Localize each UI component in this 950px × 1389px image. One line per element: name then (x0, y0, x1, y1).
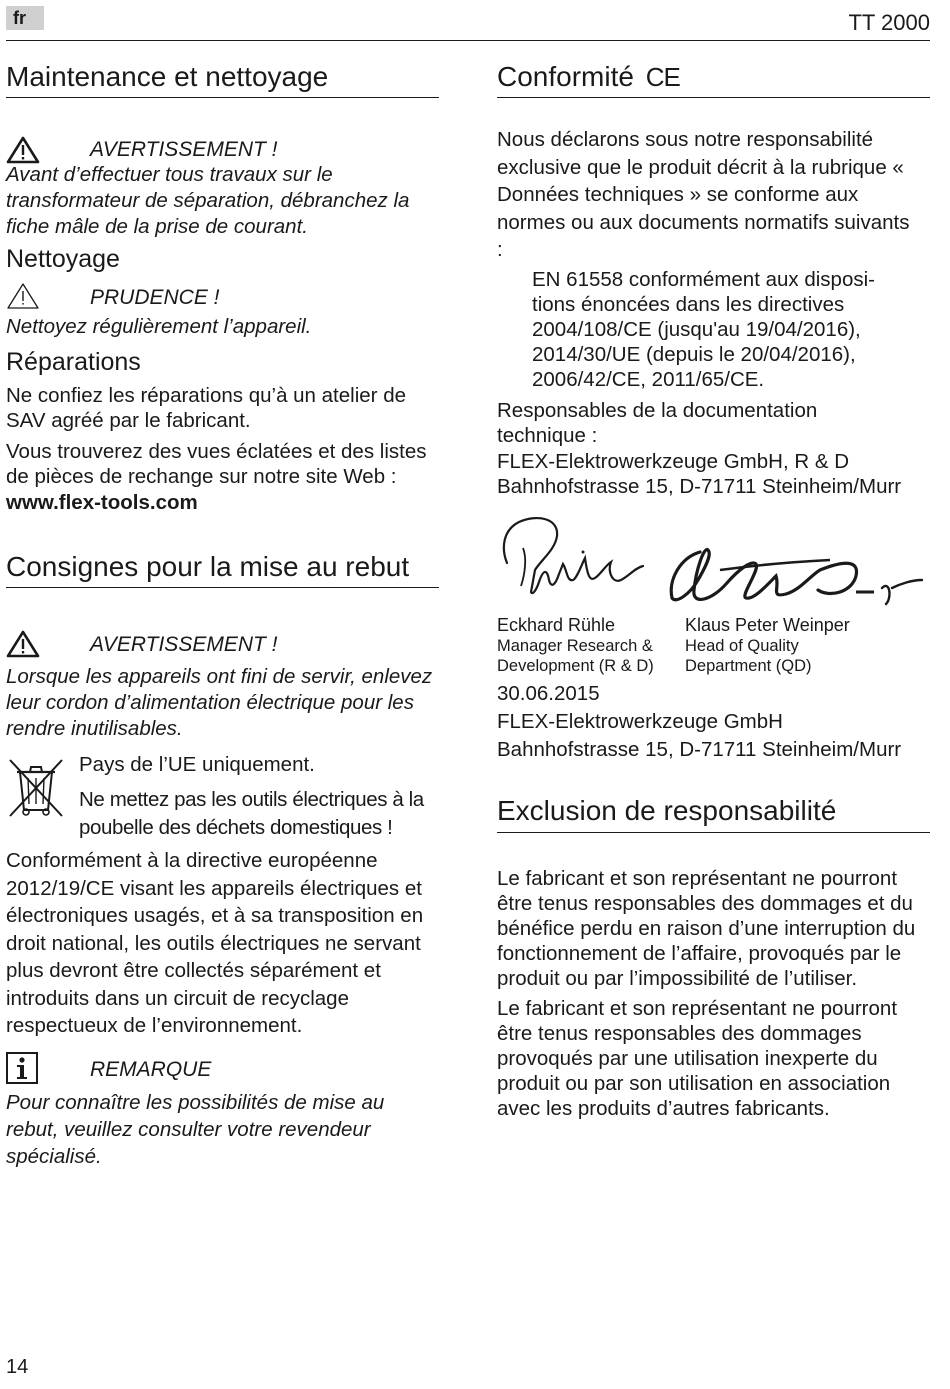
signer2-role: Head of Quality Department (QD) (685, 637, 812, 675)
caution-label: PRUDENCE ! (90, 286, 220, 309)
caution-triangle-icon (6, 282, 40, 310)
disposal-warning-label: AVERTISSEMENT ! (90, 633, 278, 656)
doc-responsible-address: Bahnhofstrasse 15, D-71711 Steinheim/Murr (497, 475, 902, 498)
no-household-waste-text: Ne mettez pas les outils électriques à la poubelle des déchets domestiques ! (79, 788, 424, 839)
crossed-bin-icon (6, 756, 66, 818)
ce-mark: CE (645, 62, 680, 92)
repairs-text: Ne confiez les réparations qu’à un atelier de SAV agréé par le fabricant. (6, 384, 406, 432)
model-name: TT 2000 (848, 10, 930, 35)
liability-paragraph-2: Le fabricant et son représentant ne pourront être tenus responsables des dommages provoqués par une utilisation inexperte du produit ou par son utilisation en association avec les produits d’autres fabricants. (497, 997, 898, 1120)
conformity-intro: Nous déclarons sous notre responsabilité exclusive que le produit décrit à la rubrique « Données techniques » se conforme aux normes ou aux documents normatifs suivants : (497, 128, 910, 261)
caution-text: Nettoyez régulièrement l’appareil. (6, 315, 312, 338)
maintenance-warning-label: AVERTISSEMENT ! (90, 138, 278, 161)
maintenance-title: Maintenance et nettoyage (6, 61, 329, 92)
conformity-title-text: Conformité (497, 61, 634, 92)
weee-directive-text: Conformément à la directive européenne 2012/19/CE visant les appareils électriques et électroniques usagés, et à sa transposition en droit national, les outils électriques ne servant plus devront être collectés séparément et introduits dans un circuit de recyclage respectueux de l’environnement. (6, 849, 424, 1037)
signature-ruhle (497, 508, 657, 613)
language-badge: fr (6, 6, 44, 30)
conformity-title (497, 60, 680, 94)
page-number: 14 (6, 1356, 29, 1378)
liability-paragraph-1: Le fabricant et son représentant ne pourront être tenus responsables des dommages et du bénéfice perdu en raison d’une interruption du fonctionnement de l’affaire, provoqués par le produit ou par l’impossibilité de l’utiliser. (497, 867, 916, 990)
cleaning-title: Nettoyage (6, 245, 120, 273)
disposal-title: Consignes pour la mise au rebut (6, 551, 410, 582)
info-icon (6, 1052, 38, 1084)
conformity-title-rule (497, 97, 930, 98)
doc-responsible-company: FLEX-Elektrowerkzeuge GmbH, R & D (497, 450, 850, 473)
warning-triangle-icon (6, 630, 40, 658)
signature-weinper (660, 540, 930, 615)
liability-title: Exclusion de responsabilité (497, 795, 837, 826)
declaration-address: Bahnhofstrasse 15, D-71711 Steinheim/Murr (497, 738, 902, 761)
maintenance-warning-text: Avant d’effectuer tous travaux sur le transformateur de séparation, débranchez la fiche mâle de la prise de courant. (6, 163, 410, 238)
disposal-title-rule (6, 587, 439, 588)
disposal-warning-text: Lorsque les appareils ont fini de servir, enlevez leur cordon d’alimentation électrique pour les rendre inutilisables. (6, 665, 433, 740)
signer1-name: Eckhard Rühle (497, 615, 616, 635)
signer2-name: Klaus Peter Weinper (685, 615, 850, 635)
conformity-standards: EN 61558 conformément aux disposi-tions énoncées dans les directives 2004/108/CE (jusqu'au 19/04/2016), 2014/30/UE (depuis le 20/04/2016), 2006/42/CE, 2011/65/CE. (532, 268, 875, 391)
warning-triangle-icon (6, 136, 40, 164)
note-label: REMARQUE (90, 1058, 212, 1081)
note-text: Pour connaître les possibilités de mise au rebut, veuillez consulter votre revendeur spécialisé. (6, 1091, 385, 1168)
eu-only-text: Pays de l’UE uniquement. (79, 753, 315, 776)
header-rule (6, 40, 930, 41)
spare-parts-text: Vous trouverez des vues éclatées et des listes de pièces de rechange sur notre site Web : (6, 440, 427, 488)
website-link[interactable]: www.flex-tools.com (6, 491, 198, 514)
signer1-role: Manager Research & Development (R & D) (497, 637, 654, 675)
repairs-title: Réparations (6, 348, 141, 376)
declaration-company: FLEX-Elektrowerkzeuge GmbH (497, 710, 783, 733)
declaration-date: 30.06.2015 (497, 682, 600, 705)
liability-title-rule (497, 832, 930, 833)
maintenance-title-rule (6, 97, 439, 98)
doc-responsible-label: Responsables de la documentation technique : (497, 399, 818, 447)
